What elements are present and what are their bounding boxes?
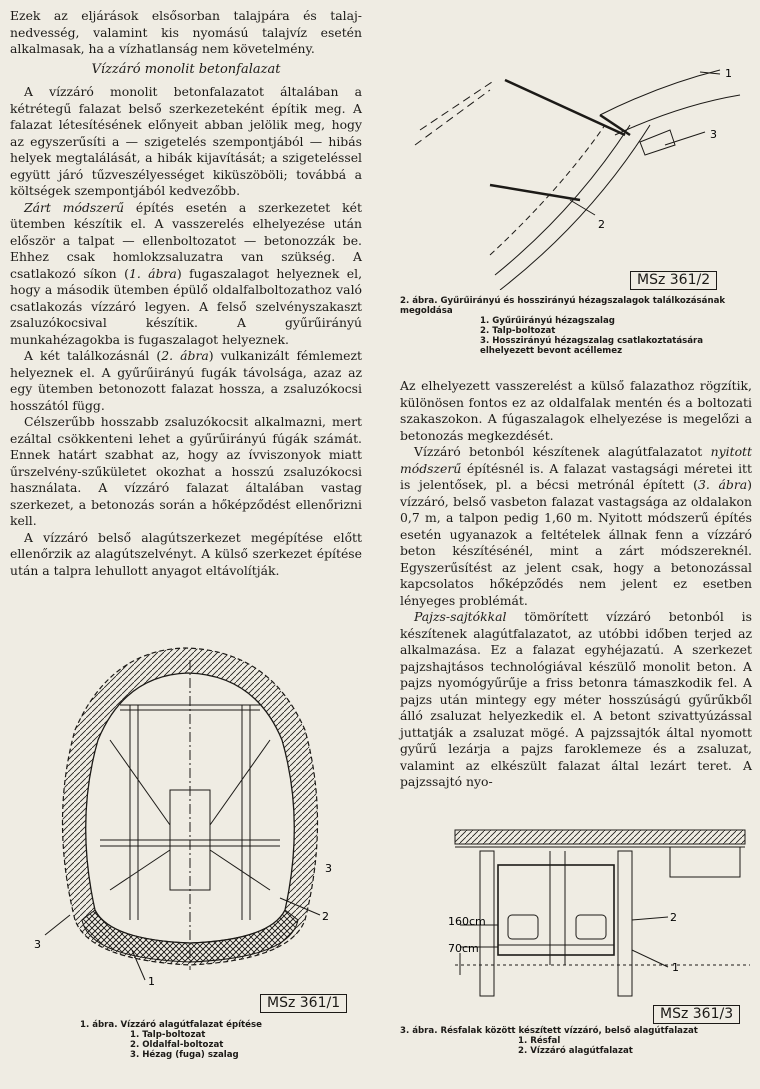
caption-item: 1. Résfal bbox=[518, 1036, 561, 1046]
left-column bbox=[10, 8, 362, 579]
italic-term: Zárt módszerű bbox=[24, 199, 125, 215]
figure-label: 2 bbox=[598, 218, 605, 231]
figure-2-caption bbox=[400, 296, 750, 356]
text-run: építésnél is. A falazat vastagsági méretei itt is jelentősek, pl. a bécsi metrónál épített ( bbox=[400, 460, 752, 492]
caption-item: 1. Gyűrűirányú hézagszalag bbox=[480, 316, 615, 326]
caption-item: 1. Talp-boltozat bbox=[130, 1030, 206, 1040]
caption-item: 3. Hézag (fuga) szalag bbox=[130, 1050, 239, 1060]
caption-item: 3. Hosszirányú hézagszalag csatlakoztatására elhelyezett bevont acéllemez bbox=[480, 336, 704, 356]
figure-3 bbox=[400, 825, 755, 1005]
paragraph: A vízzáró belső alagútszerkezet megépítése előtt ellenőrzik az alagútszelvényt. A külső szerkezet építése után a talpra lehullott anyagot eltávolítják. bbox=[10, 529, 362, 578]
caption-title: 2. ábra. Gyűrűirányú és hosszirányú hézagszalagok találkozásának megoldása bbox=[400, 296, 726, 316]
text-run: Vízzáró betonból készítenek alagútfalazatot bbox=[414, 444, 711, 459]
caption-item: 2. Oldalfal-boltozat bbox=[130, 1040, 224, 1050]
text-run: tömörített vízzáró betonból is készítenek alagútfalazatot, az utóbbi időben terjed az alkalmazása. Ez a falazat egyhéjazatú. A szerkezet pajzshajtásos technológiával készülő monolit beton. A pajzs nyomógyűrűje a friss betonra támaszkodik fel. A pajzs után mintegy egy méter hosszúságú gyűrűkből álló zsaluzat helyezkedik el. A betont szivattyúzással juttatják a zsaluzat mögé. A pajzssajtók által nyomott gyűrű lezárja a pajzs faroklemeze és a zsaluzat, valamint az elkészült falazat által lezárt teret. A pajzssajtó nyo- bbox=[400, 609, 752, 789]
paragraph: Célszerűbb hosszabb zsaluzókocsit alkalmazni, mert ezáltal csökkenteni lehet a gyűrűirányú fúgák számát. Ennek határt szabhat az, hogy az ívviszonyok miatt űrszelvény-szűkületet okozhat a hosszú zsaluzókocsi használata. A vízzáró falazat általában vastag szerkezet, a betonozás során a hőképződést ellenőrizni kell. bbox=[10, 414, 362, 528]
figure-2 bbox=[400, 50, 755, 290]
figure-3-tag: MSz 361/3 bbox=[653, 1005, 740, 1024]
paragraph bbox=[400, 444, 752, 609]
text-run: ) fugaszalagot helyeznek el, hogy a második ütemben épülő oldalfalboltozathoz való csatlakozás vízzáró legyen. A felső szelvényszakaszt zsaluzókocsival készítik. A gyűrűirányú munkahézagokba is fugaszalagot helyeznek. bbox=[10, 265, 363, 347]
text-run: építés esetén a szerkezetet két ütemben készítik el. A vasszerelés elhelyezése után először a talpat — ellenboltozatot — betonozzák be. Ehhez csak homlokzsaluzatra van szükség. A csatlakozó síkon ( bbox=[10, 199, 362, 281]
caption-title: 1. ábra. Vízzáró alagútfalazat építése bbox=[80, 1020, 262, 1030]
figure-2-drawing bbox=[400, 50, 755, 290]
figure-ref: 3. ábra bbox=[698, 477, 748, 492]
figure-3-drawing bbox=[400, 825, 755, 1005]
paragraph: Ezek az eljárások elsősorban talajpára és talaj-nedvesség, valamint kis nyomású talajvíz esetén alkalmasak, ha a vízhatlanság nem követelmény. bbox=[10, 8, 362, 56]
figure-ref: 1. ábra bbox=[128, 265, 177, 281]
section-heading: Vízzáró monolit betonfalazat bbox=[91, 61, 281, 77]
figure-ref: 2. ábra bbox=[161, 348, 209, 363]
figure-1-tag: MSz 361/1 bbox=[260, 994, 347, 1013]
figure-2-tag: MSz 361/2 bbox=[630, 271, 717, 290]
figure-1 bbox=[20, 640, 360, 990]
figure-label: 2 bbox=[670, 911, 677, 924]
figure-1-drawing bbox=[20, 640, 360, 990]
figure-label: 3 bbox=[325, 862, 332, 875]
paragraph bbox=[10, 348, 362, 414]
figure-3-caption bbox=[400, 1026, 755, 1056]
figure-label: 3 bbox=[34, 938, 41, 951]
figure-label: 1 bbox=[672, 961, 679, 974]
text-run: ) vulkanizált fémlemezt helyeznek el. A gyűrűirányú fugák távolsága, azaz az egy ütemben betonozott falazat hossza, a zsaluzókocsi hosszától függ. bbox=[10, 348, 362, 413]
caption-title: 3. ábra. Résfalak között készített vízzáró, belső alagútfalazat bbox=[400, 1026, 698, 1036]
figure-label: 1 bbox=[148, 975, 155, 988]
figure-label: 70cm bbox=[448, 942, 479, 955]
text-run: A két találkozásnál ( bbox=[24, 348, 162, 363]
paragraph bbox=[10, 200, 362, 349]
caption-item: 2. Vízzáró alagútfalazat bbox=[518, 1046, 633, 1056]
paragraph: Az elhelyezett vasszerelést a külső falazathoz rögzítik, különösen fontos ez az oldalfalak mentén és a boltozati szakaszokon. A fúgaszalagok elhelyezése is megelőzi a betonozás megkezdését. bbox=[400, 378, 752, 443]
text-run: ) vízzáró, belső vasbeton falazat vastagsága az oldalakon 0,7 m, a talpon pedig 1,60 m. Nyitott módszerű építés esetén ugyanazok a feltételek állnak fenn a vízzáró beton készítésénél, mint a zárt módszereknél. Egyszerűsítést az jelent csak, hogy a betonozással kapcsolatos hőképződés nem jelent ez esetben lényeges problémát. bbox=[400, 477, 752, 608]
paragraph bbox=[400, 609, 752, 791]
figure-label: 160cm bbox=[448, 915, 486, 928]
figure-label: 1 bbox=[725, 67, 732, 80]
caption-item: 2. Talp-boltozat bbox=[480, 326, 556, 336]
italic-term: Pajzs-sajtókkal bbox=[414, 609, 507, 624]
figure-label: 2 bbox=[322, 910, 329, 923]
figure-1-caption bbox=[80, 1020, 370, 1060]
figure-label: 3 bbox=[710, 128, 717, 141]
italic-term: nyitott módszerű bbox=[400, 444, 752, 476]
right-column bbox=[400, 378, 752, 791]
paragraph: A vízzáró monolit betonfalazatot általában a kétrétegű falazat belső szerkezeteként építik meg. A falazat létesítésének előnyeit abban jelölik meg, hogy az egyszerűsíti a — szigetelés szempontjából — hibás helyek megtalálását, a hibák kijavítását; a szigeteléssel együtt járó tűzveszélyességet kiküszöböli; továbbá a költségek szempontjából kedvezőbb. bbox=[10, 84, 362, 198]
